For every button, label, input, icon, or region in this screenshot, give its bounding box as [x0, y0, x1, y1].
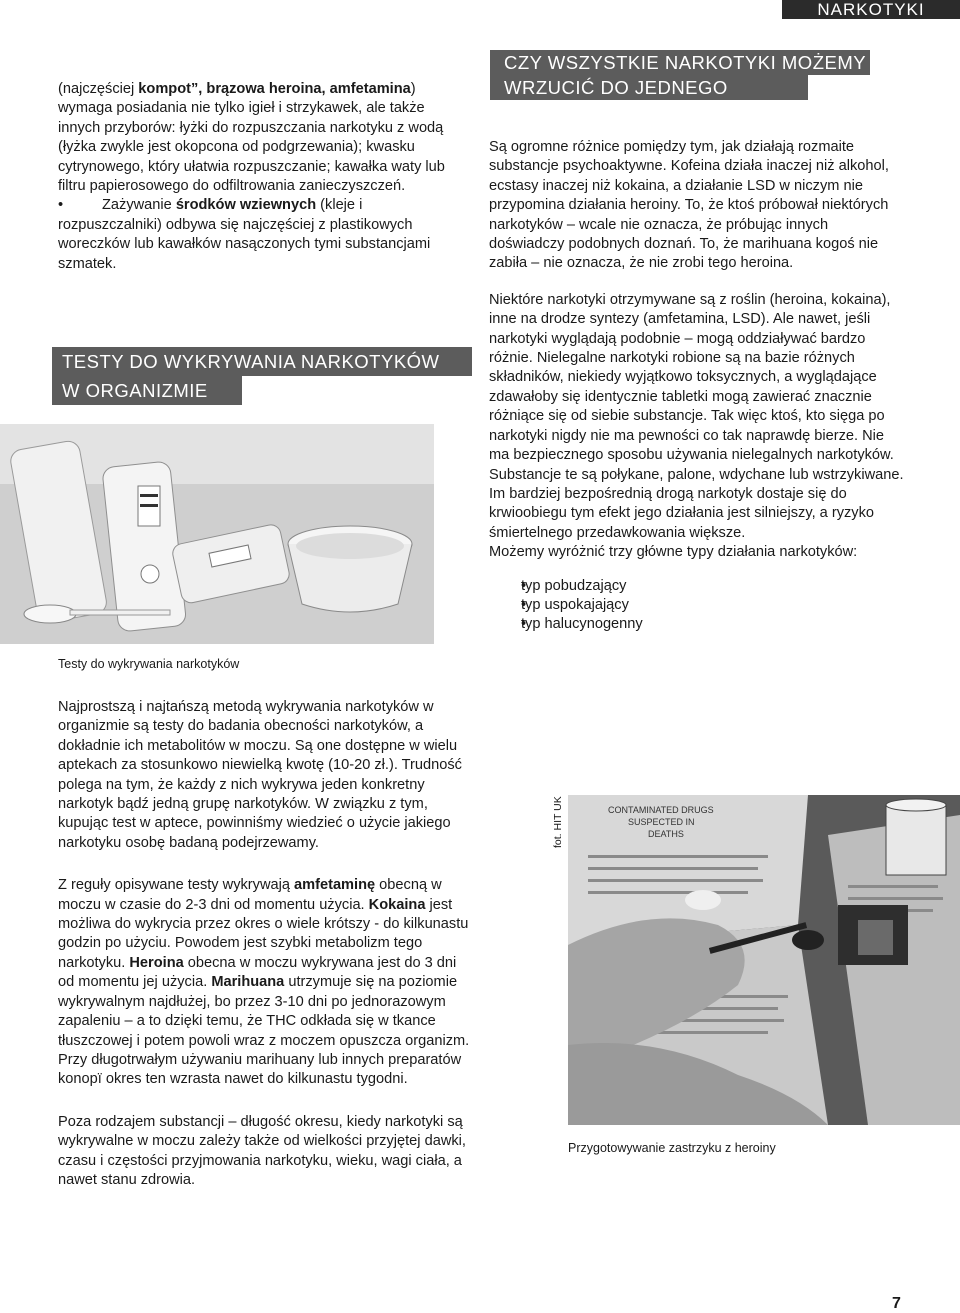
heroin-prep-photo: [568, 795, 960, 1125]
newspaper-headline-2: SUSPECTED IN: [628, 817, 695, 827]
tests-title-line1: TESTY DO WYKRYWANIA NARKOTYKÓW: [52, 347, 472, 376]
detection-factors-paragraph: Poza rodzajem substancji – długość okresu, kiedy narkotyki są wykrywalne w moczu zależy także od wielkości przyjętej dawki, czasu i częstości przyjmowania narkotyku, wieku, wagi ciała, a nawet stanu zdrowia.: [58, 1113, 466, 1188]
types-item: • typ uspokajający: [489, 596, 905, 615]
origins-paragraph: Niektóre narkotyki otrzymywane są z roślin (heroina, kokaina), inne na drodze syntezy (amfetamina, LSD). Ale nawet, jeśli narkotyki wyglądają podobnie – mogą oddziaływać bardzo różnie. Nielegalne narkotyki robione są na bazie różnych składników, niekiedy wyjątkowo toksycznych, a wyglądające zdawałoby się identycznie tabletki mogą zawierać znacznie różniące się od siebie substancje. Tak więc ktoś, kto sięga po narkotyki nigdy nie ma pewności co tak naprawdę bierze. Nie ma bezpiecznego sposobu używania nielegalnych narkotyków. Substancje te są połykane, palone, wdychane lub wstrzykiwane. Im bardziej bezpośrednią drogą narkotyk dostaje się do krwioobiegu tym efekt jego działania jest silniejszy, a ryzyko śmiertelnego przedawkowania większe.: [489, 291, 904, 541]
types-list: [489, 577, 905, 635]
drug-tests-caption: Testy do wykrywania narkotyków: [58, 657, 240, 671]
detection-times-paragraph: Z reguły opisywane testy wykrywają amfetaminę obecną w moczu w czasie do 2-3 dni od momentu użycia. Kokaina jest możliwa do wykrycia przez okres o wiele krótszy - do kilkunastu godzin po użyciu. Powodem jest szybki metabolizm tego narkotyku. Heroina obecna w moczu wykrywana jest do 3 dni od momentu jej użycia. Marihuana utrzymuje się na poziomie wykrywalnym najdłużej, bo przez 3-10 dni po jednorazowym zapaleniu – a to dzięki temu, że THC odkłada się w tkance tłuszczowej i potem powoli wraz z moczem opuszcza organizm. Przy długotrwałym używaniu marihuany lub innych preparatów konopï okres ten wzrasta nawet do kilkunastu tygodni.: [58, 877, 470, 1088]
section-tab: NARKOTYKI: [782, 0, 960, 19]
newspaper-headline-1: CONTAMINATED DRUGS: [608, 805, 714, 815]
drugs-title-line2: WRZUCIĆ DO JEDNEGO WORKA?: [490, 75, 808, 100]
newspaper-headline-3: DEATHS: [648, 829, 684, 839]
left-lower-block: [58, 698, 470, 1190]
differences-paragraph: Są ogromne różnice pomiędzy tym, jak działają rozmaite substancje psychoaktywne. Kofeina działa inaczej niż alkohol, ecstasy inaczej niż kokaina, a działanie LSD w niczym nie przypomina działania heroiny. To, że ktoś próbował niektórych narkotyków – wcale nie oznacza, że próbując innych doświadczy podobnych doznań. To, że marihuana kogoś nie zabiła – nie oznacza, że nie zrobi tego heroina.: [489, 139, 889, 272]
drug-tests-photo: [0, 424, 434, 644]
types-item: • typ halucynogenny: [489, 615, 905, 634]
types-intro: Możemy wyróżnić trzy główne typy działania narkotyków:: [489, 544, 858, 561]
heroin-prep-caption: Przygotowywanie zastrzyku z heroiny: [568, 1141, 776, 1155]
photo-credit: fot. HIT UK: [552, 796, 564, 848]
heroin-prep-illustration: [568, 795, 960, 1125]
right-text-block: [489, 138, 905, 635]
drug-tests-illustration: [0, 424, 434, 644]
inhalants-item: • Zażywanie środków wziewnych (kleje i rozpuszczalniki) odbywa się najczęściej z plastikowych woreczków lub kawałków nasączonych tymi substancjami szmatek.: [58, 196, 470, 274]
tests-title-line2: W ORGANIZMIE: [52, 376, 242, 405]
inhalants-list: [58, 196, 470, 274]
page-number: 7: [892, 1295, 901, 1312]
types-item: • typ pobudzający: [489, 577, 905, 596]
intro-paragraph: (najczęściej kompot”, brązowa heroina, amfetamina) wymaga posiadania nie tylko igieł i strzykawek, ale także innych przyborów: łyżki do rozpuszczania narkotyku z wodą (łyżka zwykle jest okopcona od podgrzewania); kwasku cytrynowego, który ułatwia rozpuszczanie; kawałka waty lub filtru papierosowego do odfiltrowania zanieczyszczeń.: [58, 81, 445, 195]
left-intro-block: [58, 80, 470, 274]
drugs-title-line1: CZY WSZYSTKIE NARKOTYKI MOŻEMY: [490, 50, 870, 75]
tests-paragraph: Najprostszą i najtańszą metodą wykrywania narkotyków w organizmie są testy do badania obecności narkotyków, a dokładnie ich metabolitów w moczu. Są one dostępne w wielu aptekach za stosunkowo niewielką kwotę (10-20 zł.). Trudność polega na tym, że każdy z nich wykrywa jeden konkretny narkotyk bądź jedną grupę narkotyków. W związku z tym, kupując test w aptece, powinniśmy wiedzieć o użycie jakiego narkotyku osobę badaną podejrzewamy.: [58, 699, 462, 851]
